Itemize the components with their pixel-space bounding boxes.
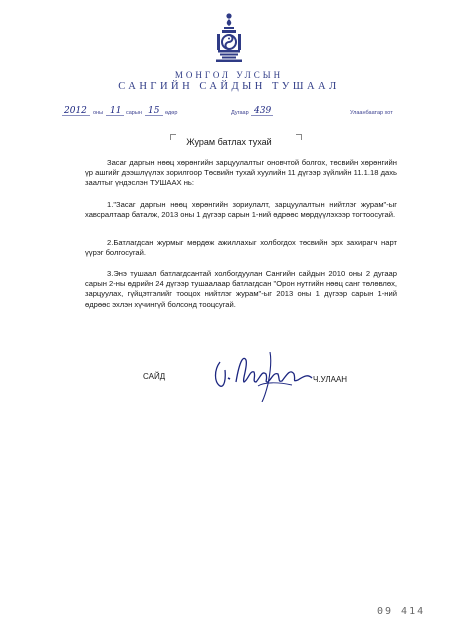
date-year-suffix: оны [93, 110, 104, 116]
signatory-name: Ч.УЛААН [313, 375, 348, 384]
handwritten-signature [208, 352, 323, 402]
body-paragraph-3 [85, 238, 397, 258]
signatory-title: САЙД [143, 372, 166, 381]
document-meta [0, 106, 458, 120]
ministry-name-line2: САНГИЙН САЙДЫН ТУШААЛ [118, 81, 340, 92]
body-paragraph-1 [85, 158, 397, 189]
state-emblem-icon [213, 12, 245, 64]
date-year: 2012 [64, 106, 87, 116]
body-paragraph-4 [85, 269, 397, 310]
document-subject: Журам батлах тухай [186, 137, 272, 147]
body-paragraph-2 [85, 200, 397, 220]
date-day: 15 [148, 106, 160, 116]
footer-number: 09 414 [377, 606, 426, 617]
paragraph-text: 2.Батлагдсан журмыг мөрдөж ажиллахыг холбогдох төсвийн эрх захирагч нарт үүрэг болгосугай. [85, 238, 397, 258]
city: Улаанбаатар хот [350, 110, 393, 116]
document-number: 439 [254, 106, 272, 116]
ministry-name-line1: МОНГОЛ УЛСЫН [174, 70, 284, 80]
paragraph-text: Засаг даргын нөөц хөрөнгийн зарцуулалтыг оновчтой болгох, төсвийн хөрөнгийн үр ашгийг дээшлүүлэх зорилгоор Төсвийн тухай хуулийн 11 дүгээр зүйлийн 11.1.18 дахь заалтыг үндэслэн ТУШААХ нь: [85, 158, 397, 188]
number-label: Дугаар [231, 110, 249, 116]
date-month-suffix: сарын [126, 110, 142, 116]
paragraph-text: 3.Энэ тушаал батлагдсантай холбогдуулан Сангийн сайдын 2010 оны 2 дугаар сарын 2-ны өдрийн 24 дүгээр тушаалаар батлагдсан "Орон нутгийн нөөц санг төлөвлөх, зарцуулах, гүйцэтгэлийг тооцох нийтлэг журам"-ыг 2013 оны 1 дүгээр сарын 1-ний өдрөөс эхлэн хүчингүй болсонд тооцсугай. [85, 269, 397, 309]
date-month: 11 [110, 106, 122, 116]
paragraph-text: 1."Засаг даргын нөөц хөрөнгийн зориулалт, зарцуулалтын нийтлэг журам"-ыг хавсралтаар баталж, 2013 оны 1 дүгээр сарын 1-ний өдрөөс мөрдүүлэхээр тогтоосугай. [85, 200, 397, 220]
date-day-suffix: өдөр [165, 110, 178, 116]
